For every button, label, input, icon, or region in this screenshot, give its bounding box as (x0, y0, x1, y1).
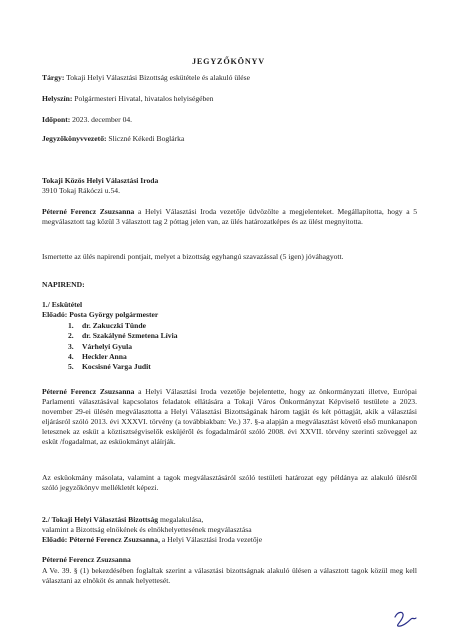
agenda-approval-paragraph: Ismertette az ülés napirendi pontjait, melyet a bizottság egyhangú szavazással (5 igen) jóváhagyott. (42, 252, 344, 261)
list-item (68, 362, 178, 372)
presenter-label: Előadó: Péterné Ferencz Zsuzsanna, (42, 535, 160, 544)
person-name: Péterné Ferencz Zsuzsanna (42, 207, 135, 216)
person-name: Péterné Ferencz Zsuzsanna (42, 387, 135, 396)
speaker-name: Péterné Ferencz Zsuzsanna (42, 555, 131, 564)
election-paragraph: A Ve. 39. § (1) bekezdésében foglaltak szerint a választási bizottságnak alakuló ülésen a választott tagok közül meg kell választani az elnököt és annak helyettesét. (42, 566, 417, 585)
member-name: dr. Zakuczki Tünde (82, 321, 146, 330)
member-list (68, 321, 178, 372)
item2-presenter (42, 535, 417, 545)
member-name: Heckler Anna (82, 351, 127, 361)
list-item (68, 331, 178, 341)
attachment-paragraph: Az esküokmány másolata, valamint a tagok megválasztásáról szóló testületi határozat egy példánya az alakuló ülésről szóló jegyzőkönyv mellékletét képezi. (42, 473, 417, 492)
intro-text: a Helyi Választási Iroda vezetője üdvözölte a megjelenteket. Megállapította, hogy a 5 megválasztott tag közül 3 választott tag 2 póttag jelen van, az ülés határozatképes és az ülést megnyitotta. (42, 207, 417, 226)
presenter-role: a Helyi Választási Iroda vezetője (159, 535, 263, 544)
header-label: Jegyzőkönyvvezető: (42, 134, 107, 143)
member-name: dr. Szakályné Szmetena Lívia (82, 331, 178, 341)
member-name: Várhelyi Gyula (82, 341, 132, 351)
list-item (68, 352, 178, 362)
header-value: 2023. december 04. (70, 115, 133, 124)
header-value: Sliczné Kékedi Boglárka (106, 134, 185, 143)
header-label: Időpont: (42, 115, 71, 124)
header-recorder (42, 134, 417, 144)
document-title: JEGYZŐKÖNYV (192, 57, 265, 66)
list-item (68, 321, 178, 331)
header-label: Helyszín: (42, 94, 73, 103)
handwritten-initials-mark (392, 607, 420, 629)
list-item (68, 342, 178, 352)
item2-title-rest: megalakulása, (158, 515, 204, 524)
list-number: 2. (68, 331, 74, 341)
list-number: 1. (68, 321, 74, 330)
agenda-heading: NAPIREND: (42, 280, 85, 289)
item2-subtitle: valamint a Bizottság elnökének és elnökhelyettesének megválasztása (42, 525, 252, 534)
header-value: Polgármesteri Hivatal, hivatalos helyiségében (72, 94, 214, 103)
header-location (42, 94, 417, 104)
member-name: Kocsisné Varga Judit (82, 362, 151, 372)
list-number: 4. (68, 351, 74, 361)
item2-title (42, 515, 417, 525)
item1-title: 1./ Eskütétel (42, 300, 83, 309)
list-number: 3. (68, 341, 74, 351)
oath-paragraph (42, 387, 417, 447)
item1-presenter: Előadó: Posta György polgármester (42, 310, 159, 319)
list-number: 5. (68, 362, 74, 372)
intro-paragraph (42, 207, 417, 227)
org-address: 3910 Tokaj Rákóczi u.54. (42, 186, 120, 195)
org-name: Tokaji Közös Helyi Választási Iroda (42, 176, 159, 185)
oath-text: a Helyi Választási Iroda vezetője bejelentette, hogy az önkormányzati illetve, Európai Parlamenti választásával kapcsolatos feladatok ellátására a Tokaji Város Önkormányzat Képviselő testülete a 2023. november 29-ei ülésén megválasztotta a Helyi Választási Bizottságának három tagját és két póttagját, akik a választási eljárásról szóló 2013. évi XXXVI. törvény (a továbbiakban: Ve.) 37. §-a alapján a megválasztást követő első munkanapon letesznek az esküt a köztisztségviselők esküjéről és fogadalmáról szóló 2008. évi XXVII. törvény szerinti szöveggel az esküt /fogadalmat, az esküokmányt aláírják. (42, 387, 417, 446)
header-label: Tárgy: (42, 73, 65, 82)
header-date (42, 115, 417, 125)
item2-title-bold: 2./ Tokaji Helyi Választási Bizottság (42, 515, 159, 524)
header-value: Tokaji Helyi Választási Bizottság eskütétele és alakuló ülése (64, 73, 250, 82)
header-subject (42, 73, 417, 83)
